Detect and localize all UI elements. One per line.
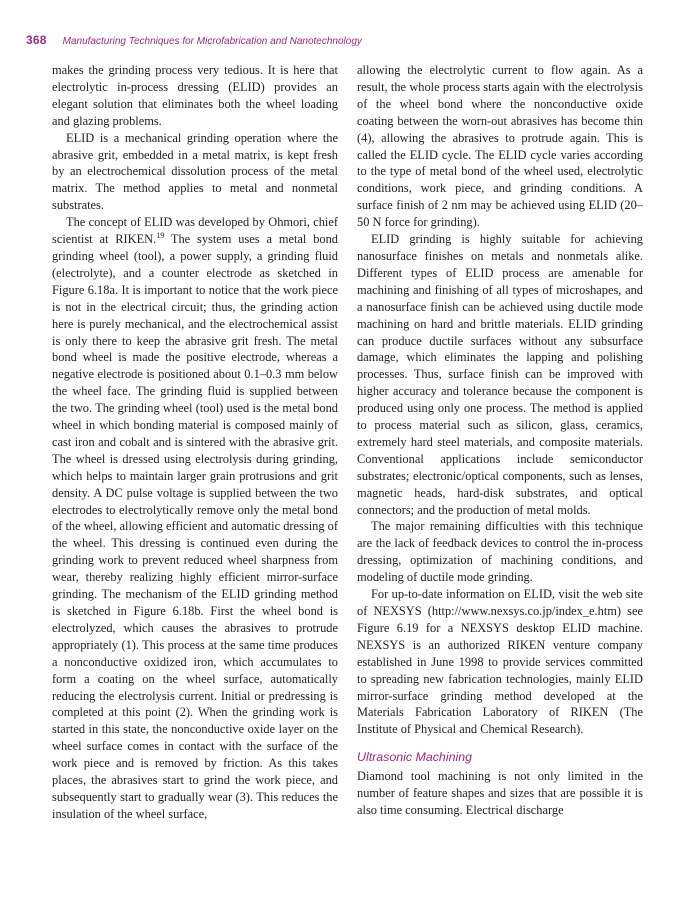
paragraph-nexsys: For up-to-date information on ELID, visit the web site of NEXSYS (http://www.nexsys.co.jp/index_e.​htm) see Figure 6.19 for a NEXSYS desktop ELID machine. NEXSYS is an authorized RIKEN venture company established in June 1998 to provide services committed to spreading new fabrication technologies, mainly ELID mirror-surface grinding method developed at the Materials Fabrication Laboratory of RIKEN (The Institute of Physical and Chemical Research). — [357, 587, 643, 737]
paragraph-elid-concept — [52, 214, 338, 823]
right-column — [357, 62, 643, 819]
paragraph-elid-concept-rest: The system uses a metal bond grinding wheel (tool), a power supply, a grinding fluid (electrolyte), and a counter electrode as sketched in Figure 6.18a. It is important to notice that the work piece is not in the electrical circuit; thus, the grinding action here is purely mechanical, and the electrochemical assist is only there to keep the abrasive grit fresh. The metal bond wheel is made the positive electrode, whereas a negative electrode is positioned about 0.1–0.3 mm below the wheel face. The grinding fluid is supplied between the two. The grinding wheel (tool) used is the metal bond wheel in which bonding material is composed mainly of cast iron and cobalt and is sintered with the abrasive grit. The wheel is dressed using electrolysis during grinding, which helps to maintain larger grain protrusions and grit density. A DC pulse voltage is supplied between the two electrodes to electrolytically remove only the metal bond of the wheel, allowing efficient and automatic dressing of the wheel. This dressing is continued even during the grinding work to prevent reduced wheel sharpness from wear, thereby realizing highly efficient mirror-surface grinding. The mechanism of the ELID grinding method is sketched in Figure 6.18b. First the wheel bond is electrolyzed, which causes the abrasives to protrude appropriately (1). This process at the same time produces a nonconductive oxidized iron, which accumulates to form a coating on the wheel surface, automatically reducing the electrolysis current. Initial or predressing is completed at this point (2). When the grinding work is started in this state, the nonconductive oxide layer on the wheel surface comes in contact with the surface of the work piece and is removed by friction. As this takes places, the abrasives start to grind the work piece, and subsequently start to gradually wear (3). This reduces the insulation of the wheel surface, — [52, 232, 339, 821]
paragraph-elid-applications: ELID grinding is highly suitable for achieving nanosurface finishes on metals and nonmetals alike. Different types of ELID process are amenable for machining and finishing of all types of microshapes, and a nanosurface finish can be achieved using ductile mode machining on hard and brittle materials. ELID grinding can produce ductile surfaces without any subsurface damage, which eliminates the lapping and polishing processes. Thus, surface finish can be improved with higher accuracy and tolerance because the component is produced using only one process. The method is applied to process material such as silicon, glass, ceramics, extremely hard steel materials, and composite materials. Conventional applications include semiconductor substrates; electronic/optical components, such as lenses, magnetic heads, hard-disk substrates, and optical connectors; and the production of metal molds. — [357, 232, 643, 517]
paragraph-elid-concept-start: The concept of ELID was developed by Ohmori, chief scientist at RIKEN. — [52, 215, 338, 247]
paragraph-ultrasonic: Diamond tool machining is not only limited in the number of feature shapes and sizes that are possible it is also time consuming. Electrical discharge — [357, 769, 643, 818]
paragraph-elid-intro: makes the grinding process very tedious. It is here that electrolytic in-process dressing (ELID) provides an elegant solution that eliminates both the wheel loading and glazing problems. — [52, 63, 338, 128]
paragraph-elid-cycle: allowing the electrolytic current to flow again. As a result, the whole process starts again with the electrolysis of the wheel bond where the nonconductive oxide coating between the worn-out abrasives has become thin (4), allowing the abrasives to protrude again. This is called the ELID cycle. The ELID cycle varies according to the type of metal bond of the wheel used, electrolytic conditions, work piece, and grinding conditions. A surface finish of 2 nm may be achieved using ELID (20–50 N force for grinding). — [357, 63, 643, 230]
paragraph-elid-difficulties: The major remaining difficulties with this technique are the lack of feedback devices to control the in-process dressing, optimization of machining conditions, and modeling of ductile mode grinding. — [357, 519, 643, 585]
running-title: Manufacturing Techniques for Microfabrication and Nanotechnology — [62, 36, 362, 47]
page-number: 368 — [26, 33, 47, 47]
page-header — [26, 31, 646, 47]
paragraph-elid-definition: ELID is a mechanical grinding operation where the abrasive grit, embedded in a metal matrix, is kept fresh by an electrochemical dissolution process of the metal matrix. The method applies to metal and nonmetal substrates. — [52, 130, 338, 213]
left-column — [52, 62, 338, 823]
section-heading-ultrasonic: Ultrasonic Machining — [357, 750, 473, 765]
reference-superscript: 19 — [156, 230, 165, 240]
